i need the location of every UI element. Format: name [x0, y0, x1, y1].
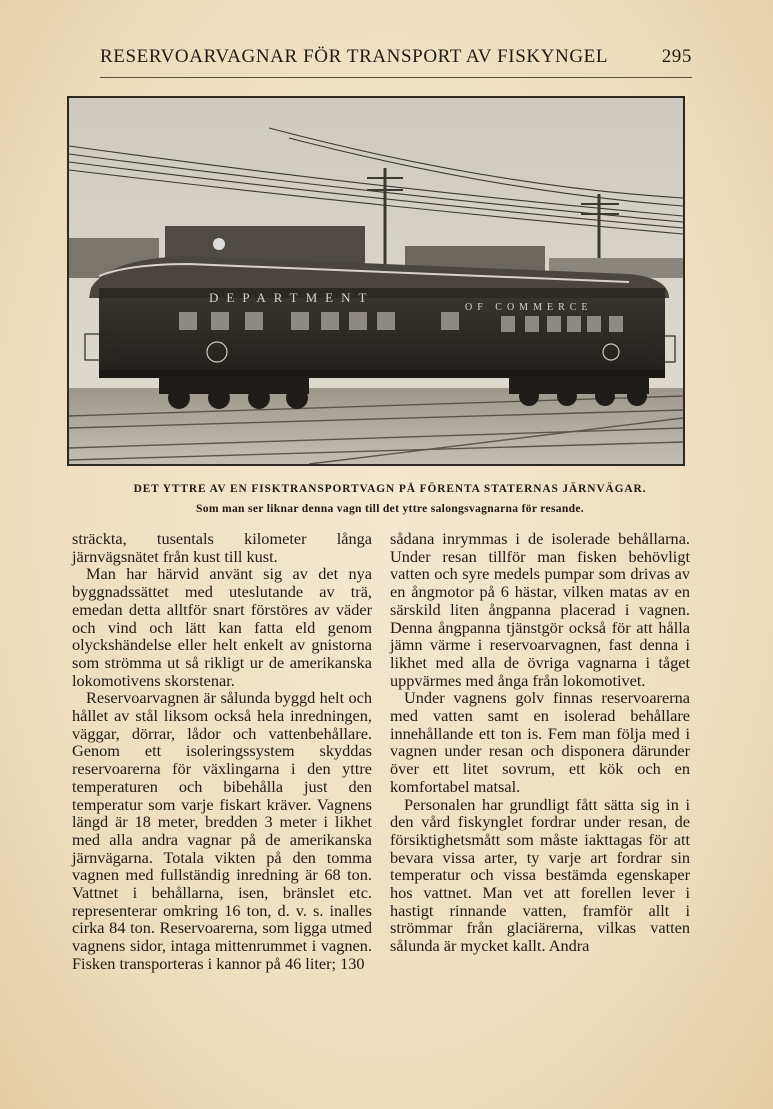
paragraph: sådana inrymmas i de isolerade behållarna. Under resan tillför man fisken behövligt vatten och syre medels pumpar som drivas av en ångmotor på 6 hästar, vilken matas av en särskild liten ångpanna placerad i vagnen. Denna ångpanna tjänstgör också för att hålla jämn värme i reservoarvagnen, fast denna i likhet med alla de övriga vagnarna i tåget uppvärmes med ånga från lokomotivet.: [390, 529, 690, 690]
page-number: 295: [661, 46, 692, 67]
figure-caption-subtitle: Som man ser liknar denna vagn till det yttre salongsvagnarna för resande.: [196, 502, 584, 515]
paragraph: Under vagnens golv finnas reservoarerna med vatten samt en isolerad behållare innehållande ett ton is. Fem man följa med i vagnen under resan och disponera därunder över ett litet sovrum, ett kök och en komfortabel matsal.: [390, 688, 690, 796]
paragraph: Man har härvid använt sig av det nya byggnadssättet med uteslutande av trä, emedan detta alltför snart förstöres av väder och vind och lätt kan fatta eld genom olyckshändelse eller helt enkelt av gnistorna som strömma ut så rikligt ur de amerikanska lokomotivens skorstenar.: [72, 564, 372, 690]
railway-car-photo: [67, 96, 685, 466]
paragraph: Reservoarvagnen är sålunda byggd helt och hållet av stål liksom också hela inredningen, väggar, dörrar, lådor och vattenbehållare. Genom ett isoleringssystem skyddas reservoarerna för växlingarna i den yttre temperaturen och bibehålla just den temperatur som varje fiskart kräver. Vagnens längd är 18 meter, bredden 3 meter i likhet med alla andra vagnar på de amerikanska järnvägarna. Totala vikten på den tomma vagnen med fullständig inredning är 68 ton. Vattnet i behållarna, isen, bränslet etc. representerar omkring 16 ton, d. v. s. inalles cirka 84 ton. Reservoarerna, som ligga utmed vagnens sidor, intaga mittenrummet i vagnen. Fisken transporteras i kannor på 46 liter; 130: [72, 688, 372, 973]
header-rule: [100, 77, 692, 78]
car-lettering-left: DEPARTMENT: [209, 290, 375, 305]
running-title: RESERVOARVAGNAR FÖR TRANSPORT AV FISKYNGEL: [100, 46, 609, 67]
text-column-right: [390, 530, 690, 955]
text-column-left: [72, 530, 372, 973]
running-header: [100, 46, 692, 68]
car-lettering-right: OF COMMERCE: [465, 302, 593, 313]
paragraph: Personalen har grundligt fått sätta sig in i den vård fiskynglet fordrar under resan, de försiktighetsmått som måste iakttagas för att bevara vissa arter, ty varje art fordrar sin temperatur och vissa bestämda egenskaper hos vattnet. Man vet att forellen lever i hastigt rinnande vatten, framför allt i strömmar från glaciärerna, vilkas vatten sålunda är mycket kallt. Andra: [390, 794, 690, 956]
paragraph: sträckta, tusentals kilometer långa järnvägsnätet från kust till kust.: [72, 529, 372, 566]
railway-car-illustration: [69, 98, 683, 464]
figure-caption-title: DET YTTRE AV EN FISKTRANSPORTVAGN PÅ FÖRENTA STATERNAS JÄRNVÄGAR.: [133, 483, 647, 495]
